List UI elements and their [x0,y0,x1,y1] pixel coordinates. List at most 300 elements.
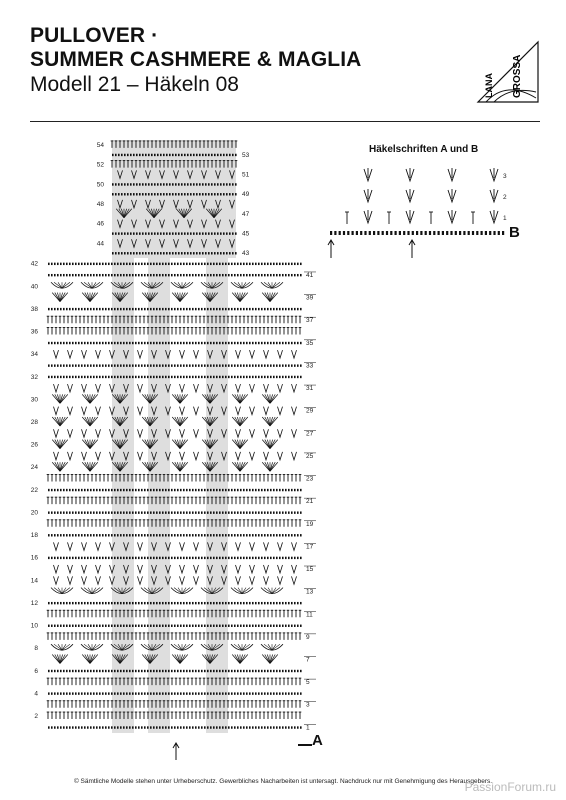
chain-stitch [288,602,290,604]
chain-stitch [150,726,152,728]
chain-stitch [240,274,242,276]
chain-stitch [135,557,137,559]
chain-stitch [90,557,92,559]
chain-stitch [135,534,137,536]
chain-stitch [228,342,230,344]
chain-stitch [192,670,194,672]
chain-stitch [202,183,204,185]
chain-stitch [159,308,161,310]
chain-stitch [255,625,257,627]
chain-stitch [133,232,135,234]
fan-stitch [175,440,180,449]
chain-stitch [252,602,254,604]
chain-stitch [115,232,117,234]
chain-stitch [84,557,86,559]
chain-stitch [156,364,158,366]
chain-stitch [297,364,299,366]
chain-stitch [240,308,242,310]
chain-stitch [273,726,275,728]
chain-stitch [300,670,302,672]
v-stitch [236,576,241,584]
chain-stitch [129,263,131,265]
chain-stitch [276,274,278,276]
chain-stitch [210,670,212,672]
chain-stitch [165,557,167,559]
chain-stitch [57,308,59,310]
chain-stitch [195,376,197,378]
chain-stitch [201,274,203,276]
chain-stitch [189,274,191,276]
chain-stitch [130,183,132,185]
chain-stitch [264,308,266,310]
chain-stitch [300,274,302,276]
chain-stitch [294,534,296,536]
chain-stitch [207,364,209,366]
chain-stitch [288,342,290,344]
row-number-right-top: 45 [242,230,250,238]
fan-stitch [55,293,60,302]
fan-stitch [265,654,270,663]
chain-stitch [237,692,239,694]
chain-stitch [114,534,116,536]
chain-stitch [48,274,50,276]
chain-stitch [166,154,168,156]
chain-stitch [267,376,269,378]
chain-stitch [81,342,83,344]
chain-stitch [174,342,176,344]
chain-stitch [195,670,197,672]
chain-stitch [84,342,86,344]
chain-stitch [147,726,149,728]
chain-stitch [102,692,104,694]
chain-stitch [69,263,71,265]
chain-stitch [60,364,62,366]
chain-stitch [199,183,201,185]
chain-stitch [285,489,287,491]
chain-stitch [288,308,290,310]
chain-stitch [198,376,200,378]
chain-stitch [147,625,149,627]
chain-stitch [93,670,95,672]
chain-stitch [111,625,113,627]
chain-stitch [202,252,204,254]
chain-stitch [276,692,278,694]
chain-stitch [105,726,107,728]
chain-stitch [300,557,302,559]
chain-stitch [117,263,119,265]
chain-stitch [105,364,107,366]
chain-stitch [186,263,188,265]
chain-stitch [210,557,212,559]
chain-stitch [186,376,188,378]
chain-stitch [111,364,113,366]
chain-stitch [147,489,149,491]
legend-chain-stitch [438,231,440,235]
chain-stitch [255,511,257,513]
chain-stitch [214,154,216,156]
chain-stitch [171,670,173,672]
chain-stitch [183,625,185,627]
chain-stitch [120,376,122,378]
chain-stitch [54,364,56,366]
chain-stitch [205,252,207,254]
chain-stitch [99,263,101,265]
chain-stitch [156,376,158,378]
chain-stitch [198,557,200,559]
chain-stitch [172,232,174,234]
chain-stitch [240,376,242,378]
chain-stitch [184,232,186,234]
chain-stitch [261,489,263,491]
row-number-right: 17 [306,543,314,551]
chain-stitch [234,364,236,366]
chain-stitch [174,376,176,378]
chain-stitch [105,489,107,491]
chain-stitch [153,557,155,559]
chain-stitch [57,263,59,265]
chain-stitch [219,263,221,265]
chain-stitch [180,557,182,559]
chain-stitch [72,263,74,265]
chain-stitch [63,670,65,672]
chain-stitch [63,376,65,378]
chain-stitch [69,489,71,491]
chain-stitch [54,511,56,513]
chain-stitch [139,154,141,156]
chain-stitch [129,557,131,559]
chain-stitch [258,726,260,728]
fan-stitch [235,293,240,302]
chain-stitch [264,726,266,728]
fan-stitch [55,654,60,663]
chain-stitch [105,342,107,344]
chain-stitch [133,154,135,156]
chain-stitch [228,274,230,276]
chain-stitch [93,274,95,276]
chain-stitch [187,232,189,234]
chain-stitch [129,602,131,604]
chain-stitch [234,342,236,344]
chain-stitch [297,308,299,310]
chain-stitch [126,511,128,513]
chain-stitch [150,625,152,627]
chain-stitch [240,364,242,366]
chain-stitch [195,489,197,491]
chain-stitch [219,511,221,513]
chain-stitch [112,193,114,195]
chain-stitch [51,625,53,627]
chain-stitch [93,726,95,728]
chain-stitch [87,274,89,276]
chain-stitch [168,263,170,265]
chain-stitch [216,274,218,276]
chain-stitch [57,534,59,536]
chain-stitch [258,670,260,672]
chain-stitch [127,183,129,185]
chain-stitch [126,726,128,728]
chain-stitch [285,342,287,344]
chain-stitch [99,274,101,276]
chain-stitch [102,511,104,513]
chain-stitch [150,602,152,604]
chain-stitch [93,511,95,513]
fan-stitch [235,417,240,426]
chain-stitch [54,263,56,265]
chain-stitch [87,263,89,265]
chain-stitch [96,308,98,310]
chain-stitch [159,263,161,265]
chain-stitch [93,534,95,536]
v-stitch [68,429,73,437]
chain-stitch [171,376,173,378]
chain-stitch [159,511,161,513]
chain-stitch [294,263,296,265]
chain-stitch [66,263,68,265]
chain-stitch [159,557,161,559]
chain-stitch [66,364,68,366]
chain-stitch [267,511,269,513]
chain-stitch [93,692,95,694]
chain-stitch [204,511,206,513]
v-stitch [54,350,59,358]
v-stitch [96,350,101,358]
chain-stitch [243,364,245,366]
chain-stitch [142,232,144,234]
chain-stitch [174,263,176,265]
chain-stitch [111,489,113,491]
chain-stitch [93,602,95,604]
chain-stitch [228,364,230,366]
chain-stitch [210,692,212,694]
chain-stitch [264,376,266,378]
chain-stitch [162,625,164,627]
chain-stitch [111,557,113,559]
chain-stitch [115,183,117,185]
chain-stitch [267,489,269,491]
chain-stitch [219,489,221,491]
chain-stitch [180,511,182,513]
chain-stitch [136,252,138,254]
v-stitch [180,452,185,460]
chain-stitch [198,263,200,265]
chain-stitch [261,342,263,344]
chain-stitch [204,692,206,694]
chain-stitch [189,692,191,694]
row-number-right: 41 [306,271,314,279]
chain-stitch [168,625,170,627]
chain-stitch [270,376,272,378]
chain-stitch [165,308,167,310]
chain-stitch [249,263,251,265]
chain-stitch [114,557,116,559]
chain-stitch [138,489,140,491]
chain-stitch [288,263,290,265]
chain-stitch [202,232,204,234]
chain-stitch [186,274,188,276]
v-stitch [82,565,87,573]
chain-stitch [222,308,224,310]
chain-stitch [225,726,227,728]
chain-stitch [279,670,281,672]
row-number-right-top: 47 [242,210,250,218]
chain-stitch [141,364,143,366]
chain-stitch [226,183,228,185]
chain-stitch [135,274,137,276]
chain-stitch [276,511,278,513]
chain-stitch [147,376,149,378]
chain-stitch [183,489,185,491]
chain-stitch [166,232,168,234]
chain-stitch [258,511,260,513]
chain-stitch [139,252,141,254]
chain-stitch [66,489,68,491]
chain-stitch [180,342,182,344]
chain-stitch [138,342,140,344]
chain-stitch [177,376,179,378]
row-number-left: 42 [30,260,38,268]
chain-stitch [204,602,206,604]
v-stitch [180,350,185,358]
v-stitch [250,407,255,415]
chain-stitch [168,308,170,310]
chain-stitch [252,308,254,310]
chain-stitch [132,534,134,536]
chain-stitch [205,154,207,156]
chain-stitch [214,252,216,254]
chain-stitch [294,376,296,378]
chain-stitch [189,364,191,366]
chain-stitch [78,625,80,627]
chain-stitch [219,534,221,536]
chain-stitch [60,602,62,604]
chain-stitch [111,602,113,604]
chain-stitch [135,625,137,627]
chain-stitch [141,376,143,378]
chain-stitch [276,602,278,604]
chain-stitch [145,154,147,156]
chain-stitch [96,511,98,513]
chain-stitch [195,511,197,513]
fan-stitch [55,462,60,471]
chain-stitch [108,376,110,378]
chain-stitch [120,511,122,513]
row-number-left: 36 [30,328,38,336]
chain-stitch [229,193,231,195]
chain-stitch [210,625,212,627]
chain-stitch [87,308,89,310]
chain-stitch [216,670,218,672]
chain-stitch [132,670,134,672]
chain-stitch [129,511,131,513]
chain-stitch [93,263,95,265]
chain-stitch [145,232,147,234]
chain-stitch [172,252,174,254]
chain-stitch [75,692,77,694]
chain-stitch [243,511,245,513]
chain-stitch [120,557,122,559]
chain-stitch [222,489,224,491]
chain-stitch [276,342,278,344]
chain-stitch [63,489,65,491]
chain-stitch [69,557,71,559]
chain-stitch [246,342,248,344]
chain-stitch [66,625,68,627]
chain-stitch [178,252,180,254]
chain-stitch [231,511,233,513]
chain-stitch [207,726,209,728]
chain-stitch [243,274,245,276]
chain-stitch [192,274,194,276]
chain-stitch [210,726,212,728]
legend-chain-stitch [502,231,504,235]
chain-stitch [288,670,290,672]
chain-stitch [69,602,71,604]
chain-stitch [246,602,248,604]
chain-stitch [270,670,272,672]
chain-stitch [291,376,293,378]
chain-stitch [162,274,164,276]
chain-stitch [154,193,156,195]
chain-stitch [162,557,164,559]
chain-stitch [75,489,77,491]
chain-stitch [144,364,146,366]
chain-stitch [264,274,266,276]
chain-stitch [54,670,56,672]
chain-stitch [108,308,110,310]
legend-chain-stitch [352,231,354,235]
chain-stitch [132,342,134,344]
chain-stitch [300,489,302,491]
chain-stitch [177,602,179,604]
v-stitch [236,452,241,460]
chain-stitch [190,193,192,195]
chain-stitch [291,274,293,276]
chain-stitch [96,625,98,627]
chain-stitch [105,625,107,627]
chain-stitch [196,183,198,185]
chain-stitch [48,308,50,310]
legend-chain-stitch [377,231,379,235]
legend-chain-stitch [356,231,358,235]
legend-chain-stitch [364,231,366,235]
chain-stitch [112,154,114,156]
row-number-right-top: 51 [242,171,250,179]
chain-stitch [159,602,161,604]
chain-stitch [198,274,200,276]
chain-stitch [225,489,227,491]
chain-stitch [264,263,266,265]
chain-stitch [264,511,266,513]
v-stitch [82,452,87,460]
chain-stitch [234,692,236,694]
chain-stitch [93,489,95,491]
chain-stitch [142,183,144,185]
legend-chain-stitch [330,231,332,235]
chain-stitch [255,534,257,536]
chain-stitch [261,557,263,559]
chain-stitch [279,263,281,265]
chain-stitch [190,232,192,234]
chain-stitch [213,534,215,536]
chain-stitch [231,726,233,728]
chain-stitch [246,726,248,728]
chain-stitch [300,511,302,513]
v-stitch [54,452,59,460]
chain-stitch [135,670,137,672]
chain-stitch [150,342,152,344]
chain-stitch [69,726,71,728]
chain-stitch [141,274,143,276]
